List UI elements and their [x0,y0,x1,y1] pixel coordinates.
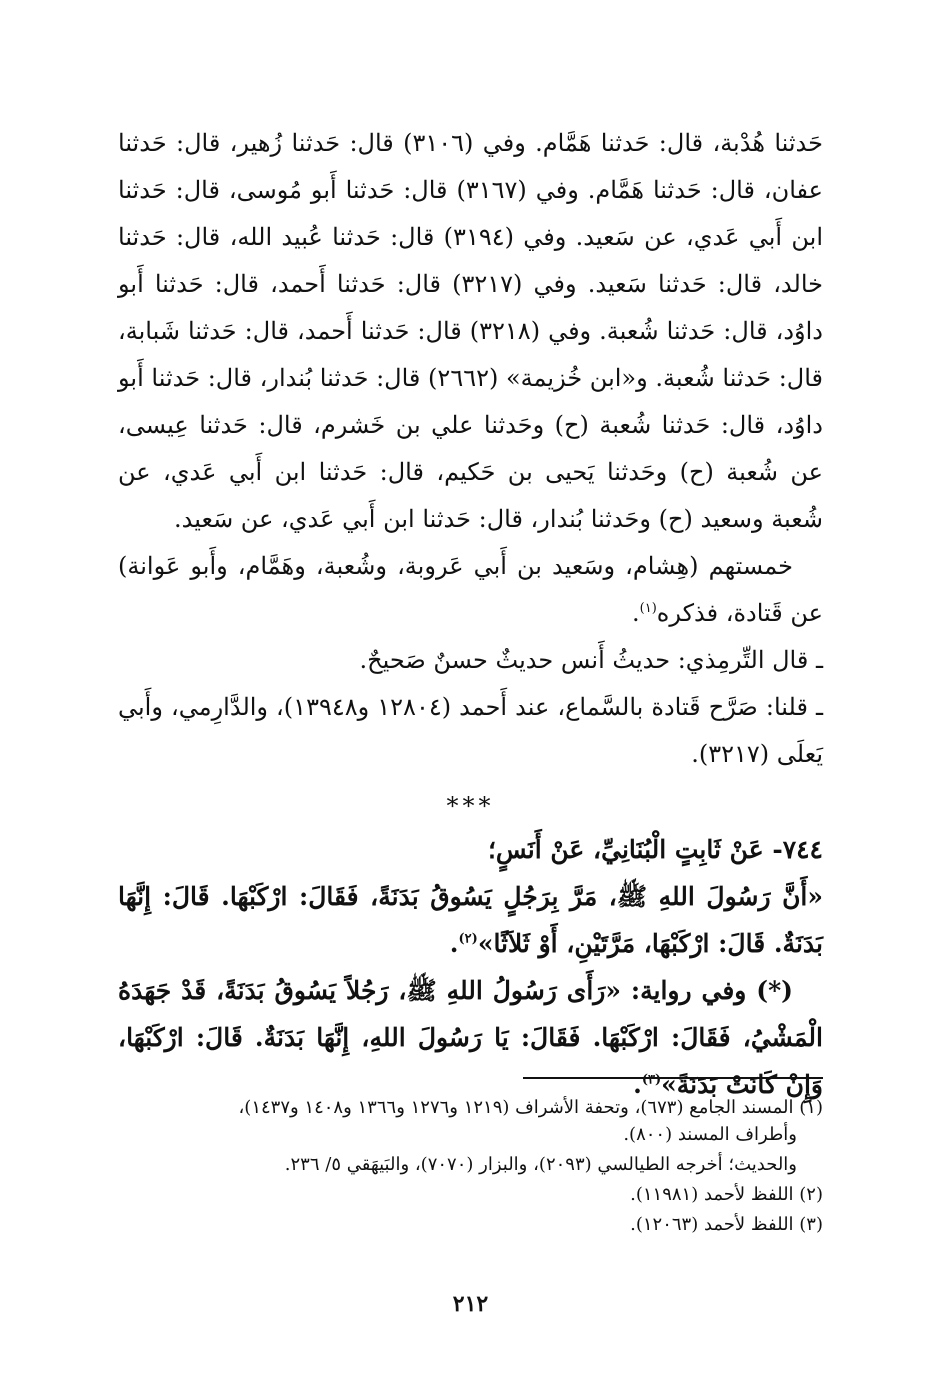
footnote-ref-3: (٣) [641,1072,662,1088]
hadith-heading: ٧٤٤- عَنْ ثَابِتٍ الْبُنَانِيِّ، عَنْ أَنَسٍ؛ [487,835,823,864]
footnote-ref-2: (٢) [458,931,478,947]
footnotes [118,1094,823,1241]
footnote-3: (٣) اللفظ لأحمد (١٢٠٦٣). [630,1214,823,1235]
hadith-matn: «أَنَّ رَسُولَ اللهِ ﷺ، مَرَّ بِرَجُلٍ يَسُوقُ بَدَنَةً، فَقَالَ: ارْكَبْهَا. قَالَ: إِنَّهَا بَدَنَةٌ. قَالَ: ارْكَبْهَا، مَرَّتَيْنِ، أَوْ ثَلاَثًا» [118,882,823,958]
hadith-text [118,873,823,967]
isnad-paragraph: حَدثنا هُدْبة، قال: حَدثنا هَمَّام. وفي (٣١٠٦) قال: حَدثنا زُهير، قال: حَدثنا عفان، قال: حَدثنا هَمَّام. وفي (٣١٦٧) قال: حَدثنا أَبو مُوسى، قال: حَدثنا ابن أَبي عَدي، عن سَعيد. وفي (٣١٩٤) قال: حَدثنا عُبيد الله، قال: حَدثنا خالد، قال: حَدثنا سَعيد. وفي (٣٢١٧) قال: حَدثنا أَحمد، قال: حَدثنا أَبو داوُد، قال: حَدثنا شُعبة. وفي (٣٢١٨) قال: حَدثنا أَحمد، قال: حَدثنا شَبابة، قال: حَدثنا شُعبة. و«ابن خُزيمة» (٢٦٦٢) قال: حَدثنا بُندار، قال: حَدثنا أَبو داوُد، قال: حَدثنا شُعبة (ح) وحَدثنا علي بن خَشرم، قال: حَدثنا عِيسى، عن شُعبة (ح) وحَدثنا يَحيى بن حَكيم، قال: حَدثنا ابن أَبي عَدي، عن شُعبة وسعيد (ح) وحَدثنا بُندار، قال: حَدثنا ابن أَبي عَدي، عن سَعيد. [118,129,824,533]
hadith-variant-matn: (*) وفي رواية: «رَأَى رَسُولُ اللهِ ﷺ، رَجُلاً يَسُوقُ بَدَنَةً، قَدْ جَهَدَهُ الْمَشْيُ، فَقَالَ: ارْكَبْهَا. فَقَالَ: يَا رَسُولَ اللهِ، إِنَّهَا بَدَنَةٌ. قَالَ: ارْكَبْهَا، وَإِنْ كَانَتْ بَدَنَةً» [118,976,823,1099]
footnote-1-extra: والحديث؛ أخرجه الطيالسي (٢٠٩٣)، والبزار (٧٠٧٠)، والبَيهَقي ٥/ ٢٣٦. [284,1154,797,1175]
page-number: ٢١٢ [452,1291,489,1317]
footnote-2: (٢) اللفظ لأحمد (١١٩٨١). [630,1184,823,1205]
hadith-variant [118,967,823,1108]
main-text [118,120,823,1108]
footnote-ref-1: (١) [639,601,657,616]
section-separator: *** [446,792,495,820]
footnote-1 [118,1094,823,1148]
editors-remark: ـ قلنا: صَرَّح قَتادة بالسَّماع، عند أَحمد (١٢٨٠٤ و١٣٩٤٨)، والدَّارِمي، وأَبي يَعلَى (٣٢١٧). [118,693,823,768]
footnote-1-line-2: وأطراف المسند (٨٠٠). [623,1124,797,1145]
hadith-variant-end: . [633,1070,642,1099]
summary-text: خمستهم (هِشام، وسَعيد بن أَبي عَروبة، وشُعبة، وهَمَّام، وأَبو عَوانة) عن قَتادة، فذكره [118,552,823,627]
summary-paragraph: خمستهم (هِشام، وسَعيد بن أَبي عَروبة، وشُعبة، وهَمَّام، وأَبو عَوانة) عن قَتادة، فذكره$^{(١)}$. [118,552,823,627]
tirmidhi-remark: ـ قال التِّرمِذي: حديثُ أَنس حديثٌ حسنٌ صَحيحٌ. [359,646,823,674]
footnote-1-line-1: (١) المسند الجامع (٦٧٣)، وتحفة الأشراف (١٢١٩ و١٢٧٦ و١٣٦٦ و١٤٠٨ و١٤٣٧)، [238,1097,823,1118]
hadith-text-end: . [449,929,459,958]
footnote-divider [523,1077,823,1079]
